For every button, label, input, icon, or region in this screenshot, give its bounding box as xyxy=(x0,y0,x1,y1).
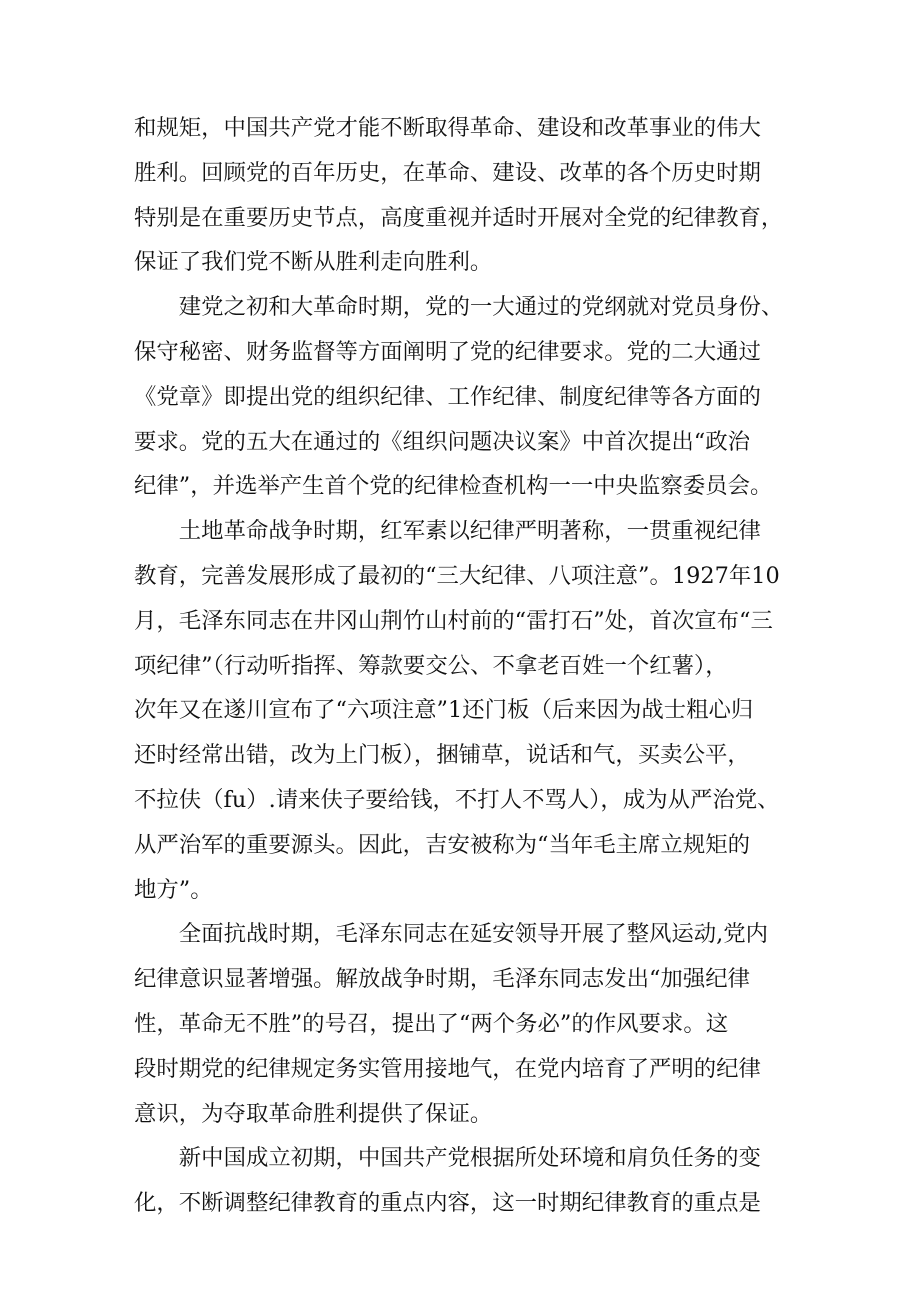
text-line: 次年又在遂川宣布了“六项注意”1还门板（后来因为战士粗心归 xyxy=(134,697,754,724)
text-line: 土地革命战争时期，红军素以纪律严明著称，一贯重视纪律 xyxy=(178,518,761,545)
body-text xyxy=(134,106,794,1226)
text-line: 项纪律”（行动听指挥、筹款要交公、不拿老百姓一个红薯）， xyxy=(134,652,728,679)
paragraph xyxy=(134,285,794,509)
text-line: 教育，完善发展形成了最初的“三大纪律、八项注意”。1927年10 xyxy=(134,562,780,589)
text-line: 保守秘密、财务监督等方面阐明了党的纪律要求。党的二大通过 xyxy=(134,338,761,365)
text-line: 保证了我们党不断从胜利走向胜利。 xyxy=(134,249,493,276)
text-line: 要求。党的五大在通过的《组织问题决议案》中首次提出“政治 xyxy=(134,428,750,455)
text-line: 月，毛泽东同志在井冈山荆竹山村前的“雷打石”处，首次宣布“三 xyxy=(134,607,773,634)
paragraph xyxy=(134,912,794,1136)
text-line: 段时期党的纪律规定务实管用接地气，在党内培育了严明的纪律 xyxy=(134,1055,761,1082)
text-line: 不拉伕（fu）.请来伕子要给钱，不打人不骂人），成为从严治党、 xyxy=(134,786,780,813)
text-line: 和规矩，中国共产党才能不断取得革命、建设和改革事业的伟大 xyxy=(134,115,761,141)
text-line: 从严治军的重要源头。因此，吉安被称为“当年毛主席立规矩的 xyxy=(134,831,750,858)
text-line: 胜利。回顾党的百年历史，在革命、建设、改革的各个历史时期 xyxy=(134,159,761,186)
text-line: 《党章》即提出党的组织纪律、工作纪律、制度纪律等各方面的 xyxy=(134,383,761,410)
text-line: 特别是在重要历史节点，高度重视并适时开展对全党的纪律教育， xyxy=(134,204,784,231)
text-line: 新中国成立初期，中国共产党根据所处环境和肩负任务的变 xyxy=(178,1145,761,1172)
text-line: 化，不断调整纪律教育的重点内容，这一时期纪律教育的重点是 xyxy=(134,1190,761,1217)
text-line: 纪律”，并选举产生首个党的纪律检查机构一一中央监察委员会。 xyxy=(134,473,773,500)
text-line: 地方”。 xyxy=(134,876,213,903)
text-line: 性，革命无不胜”的号召，提出了“两个务必”的作风要求。这 xyxy=(134,1010,729,1037)
paragraph xyxy=(134,509,794,912)
text-line: 纪律意识显著增强。解放战争时期，毛泽东同志发出“加强纪律 xyxy=(134,966,750,993)
paragraph xyxy=(134,1136,794,1226)
paragraph xyxy=(134,106,794,285)
text-line: 意识，为夺取革命胜利提供了保证。 xyxy=(134,1100,493,1127)
text-line: 全面抗战时期，毛泽东同志在延安领导开展了整风运动,党内 xyxy=(178,921,769,948)
text-line: 建党之初和大革命时期，党的一大通过的党纲就对党员身份、 xyxy=(178,294,784,321)
text-line: 还时经常出错，改为上门板），捆铺草，说话和气，买卖公平， xyxy=(134,742,750,769)
